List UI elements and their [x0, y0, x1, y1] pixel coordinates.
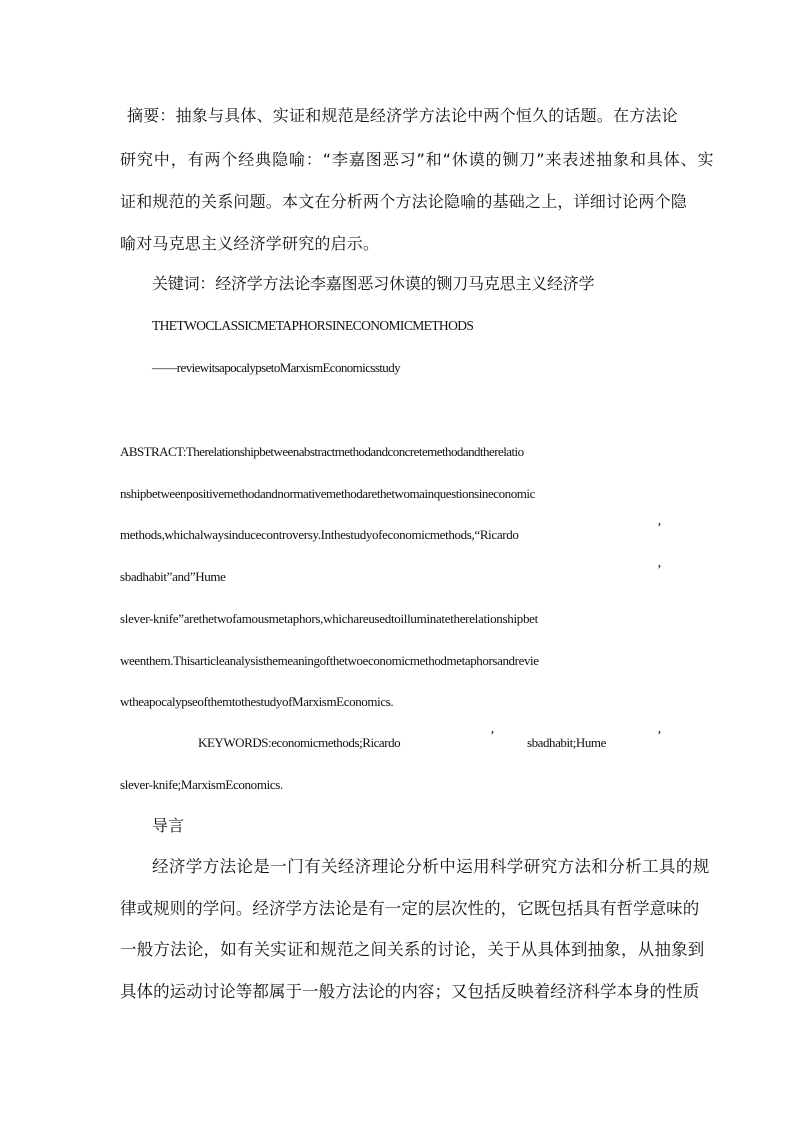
abstract-en-line-5: slever-knife”arethetwofamousmetaphors,whichareusedtoilluminatetherelationshipbet	[120, 611, 538, 626]
apostrophe-mark: ’	[657, 521, 662, 536]
abstract-cn-line-2: 研究中，有两个经典隐喻：“李嘉图恶习”和“休谟的铡刀”来表述抽象和具体、实	[120, 150, 715, 169]
intro-line-2: 律或规则的学问。经济学方法论是有一定的层次性的，它既包括具有哲学意味的	[120, 899, 700, 918]
abstract-en-line-2: nshipbetweenpositivemethodandnormativemethodarethetwomainquestionsineconomic	[120, 486, 535, 501]
abstract-cn-line-4: 喻对马克思主义经济学研究的启示。	[120, 234, 380, 253]
abstract-cn-line-1: 摘要：抽象与具体、实证和规范是经济学方法论中两个恒久的话题。在方法论	[127, 106, 678, 125]
keywords-cn: 关键词：经济学方法论李嘉图恶习休谟的铡刀马克思主义经济学	[152, 274, 595, 293]
abstract-cn-line-3: 证和规范的关系问题。本文在分析两个方法论隐喻的基础之上，详细讨论两个隐	[120, 192, 688, 211]
apostrophe-mark: ’	[657, 563, 662, 578]
abstract-en-line-1: ABSTRACT:Therelationshipbetweenabstractmethodandconcretemethodandtherelatio	[120, 444, 524, 459]
apostrophe-mark: ’	[490, 729, 495, 744]
section-heading-intro: 导言	[152, 816, 185, 835]
intro-line-3: 一般方法论，如有关实证和规范之间关系的讨论，关于从具体到抽象，从抽象到	[120, 940, 705, 959]
abstract-en-line-6: weenthem.Thisarticleanalysisthemeaningofthetwoeconomicmethodmetaphorsandrevie	[120, 653, 539, 668]
english-subtitle: ——reviewitsapocalypsetoMarxismEconomicsstudy	[152, 360, 400, 375]
keywords-en-line-2: slever-knife;MarxismEconomics.	[120, 777, 283, 792]
abstract-en-line-3: methods,whichalwaysinducecontroversy.Inthestudyofeconomicmethods,“Ricardo	[120, 527, 519, 542]
intro-line-1: 经济学方法论是一门有关经济理论分析中运用科学研究方法和分析工具的规	[152, 857, 710, 876]
english-title: THETWOCLASSICMETAPHORSINECONOMICMETHODS	[152, 318, 474, 333]
abstract-en-line-7: wtheapocalypseofthemtothestudyofMarxismEconomics.	[120, 694, 394, 709]
keywords-en-part-1: KEYWORDS:economicmethods;Ricardo	[198, 735, 401, 750]
intro-line-4: 具体的运动讨论等都属于一般方法论的内容；又包括反映着经济科学本身的性质	[120, 982, 700, 1001]
apostrophe-mark: ’	[657, 729, 662, 744]
abstract-en-line-4: sbadhabit”and”Hume	[120, 569, 226, 584]
keywords-en-part-2: sbadhabit;Hume	[527, 735, 606, 750]
